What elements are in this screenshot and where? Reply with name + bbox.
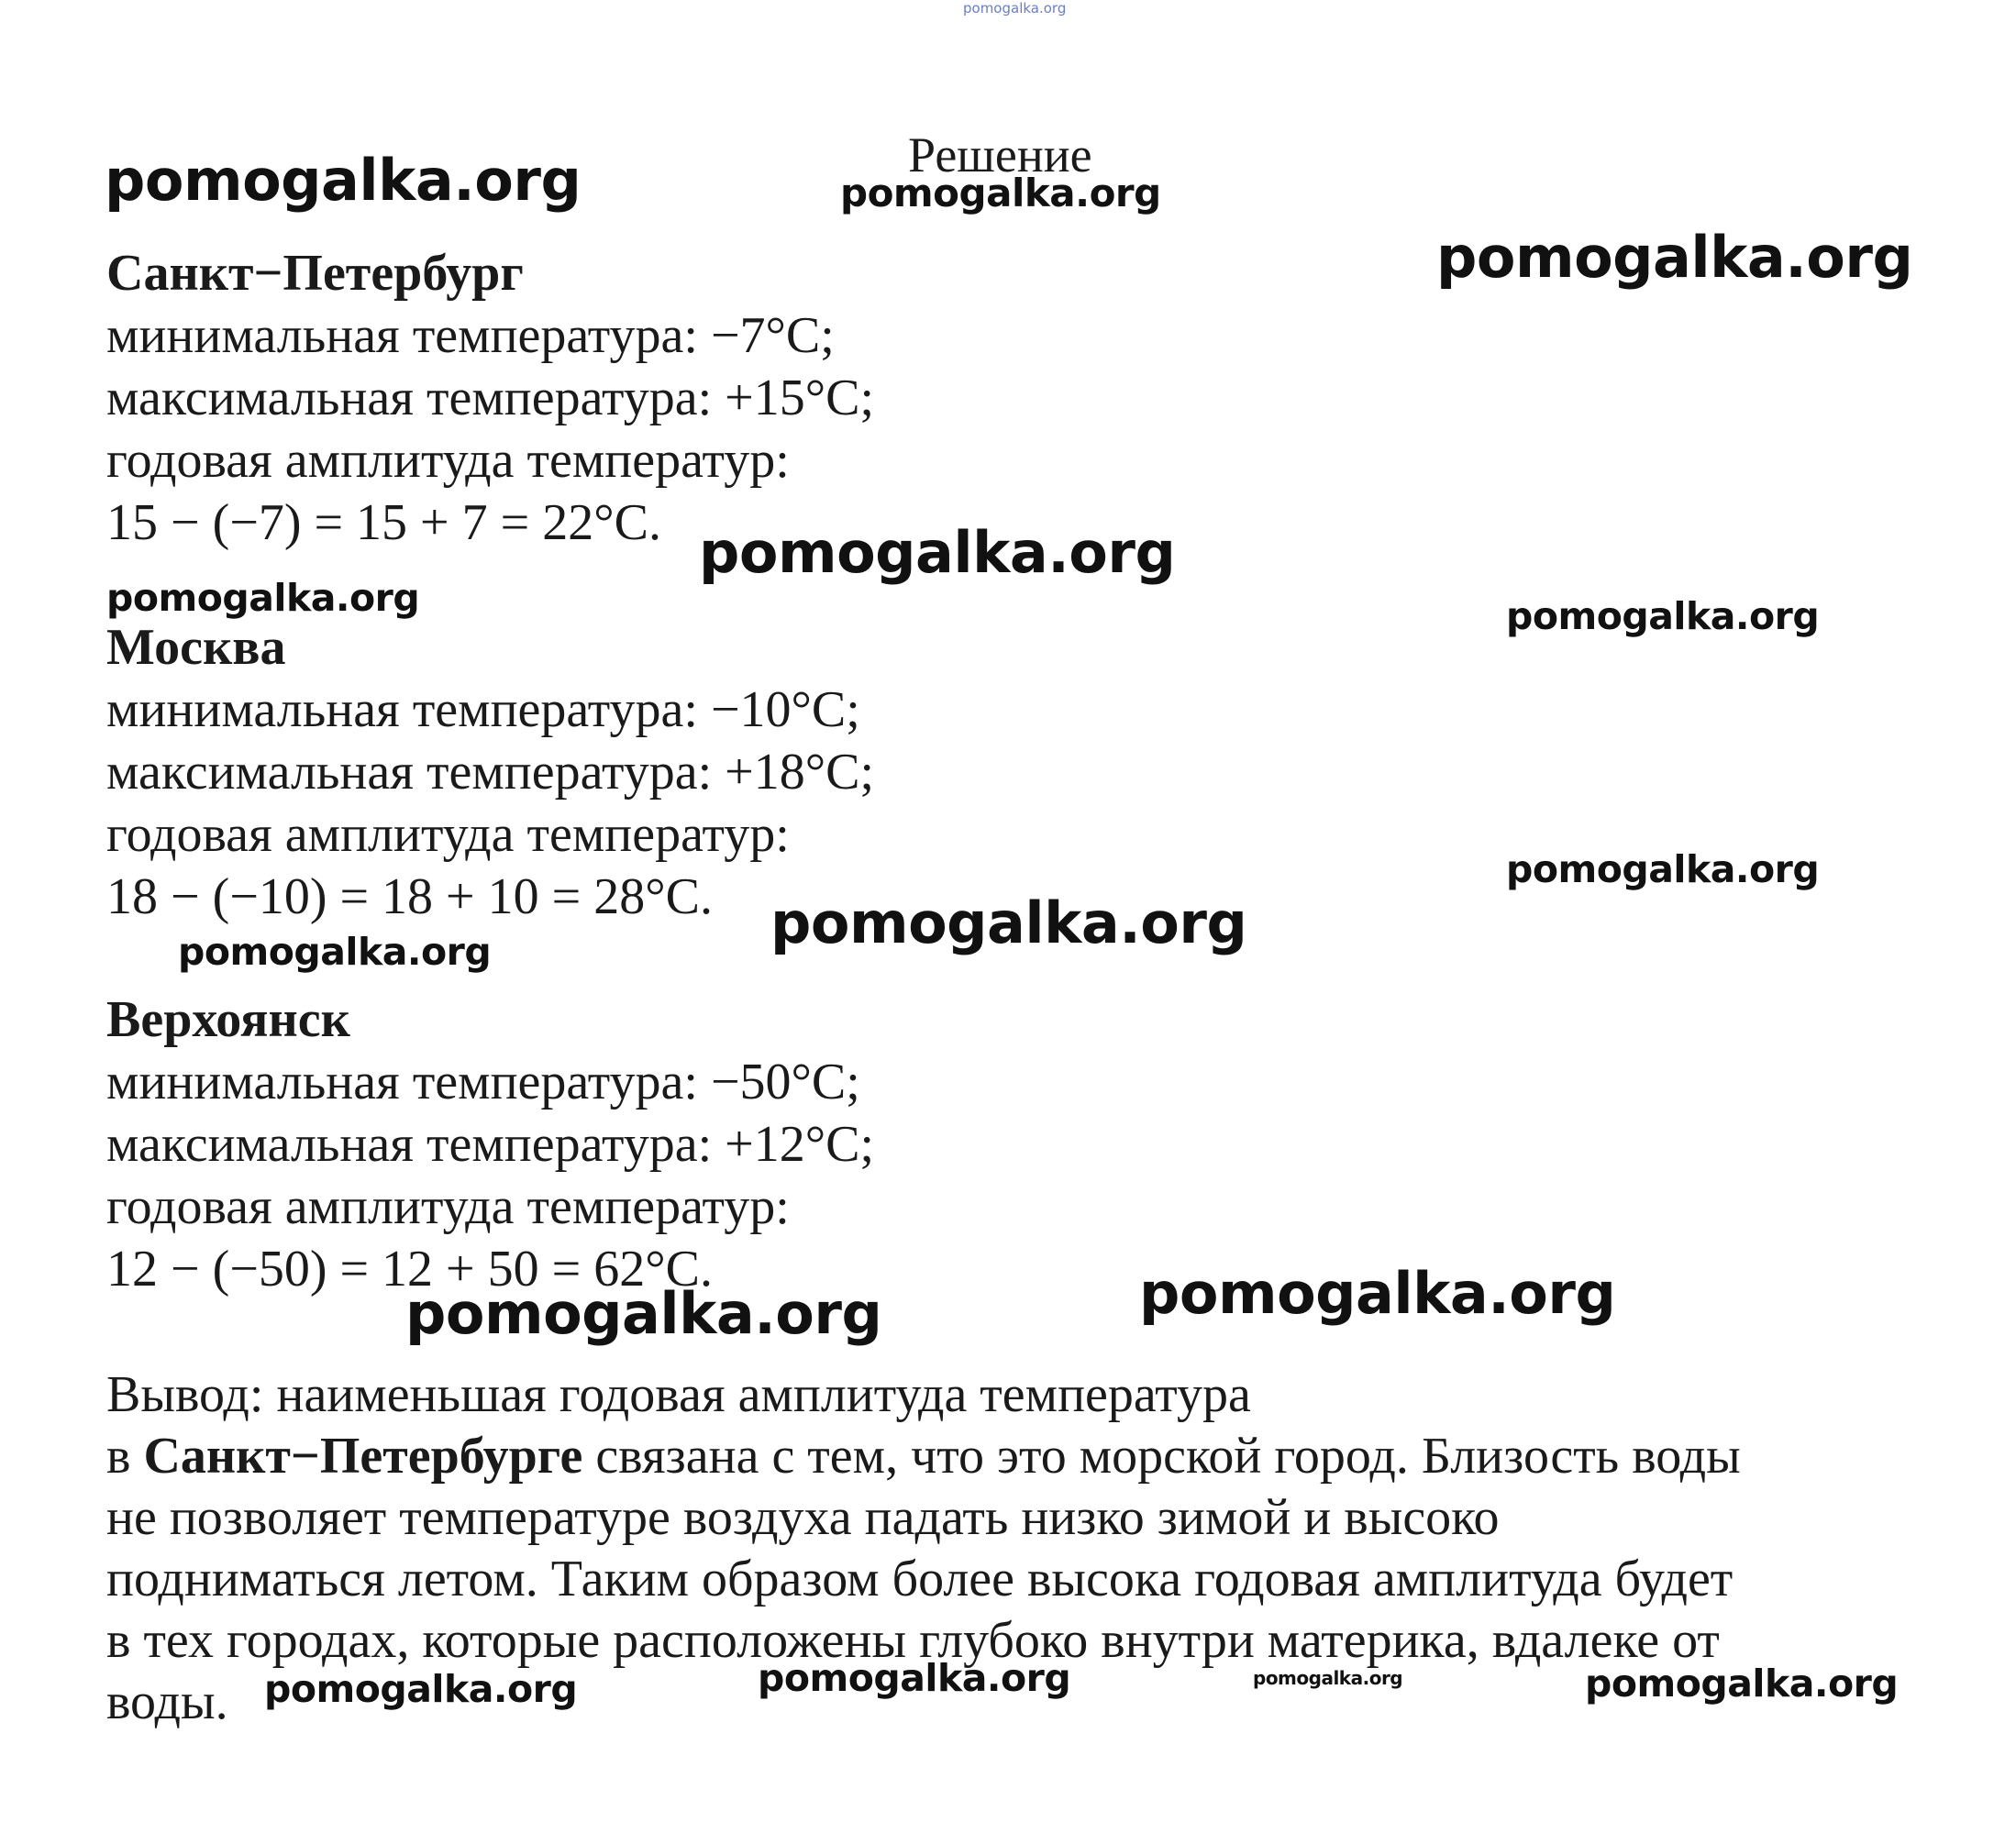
section-1-max: максимальная температура: +15°С;	[106, 370, 875, 426]
watermark: pomogalka.org	[758, 1656, 1071, 1700]
section-2-calc: 18 − (−10) = 18 + 10 = 28°С.	[106, 868, 713, 925]
section-1-calc: 15 − (−7) = 15 + 7 = 22°С.	[106, 494, 661, 551]
page-title: Решение	[908, 127, 1092, 182]
section-2-max: максимальная температура: +18°С;	[106, 744, 875, 801]
section-1-city: Санкт−Петербург	[106, 245, 524, 302]
watermark: pomogalka.org	[178, 930, 492, 974]
section-3-city: Верхоянск	[106, 991, 350, 1048]
watermark: pomogalka.org	[1436, 224, 1913, 291]
section-2-city: Москва	[106, 619, 286, 676]
watermark: pomogalka.org	[840, 171, 1161, 215]
watermark: pomogalka.org	[699, 519, 1176, 586]
section-3-max: максимальная температура: +12°С;	[106, 1116, 875, 1173]
conclusion-line-6: воды.	[106, 1673, 228, 1730]
watermark: pomogalka.org	[1585, 1662, 1899, 1706]
conclusion-line-1: Вывод: наименьшая годовая амплитуда температура	[106, 1366, 1251, 1423]
section-1-min: минимальная температура: −7°С;	[106, 307, 835, 364]
section-3-calc: 12 − (−50) = 12 + 50 = 62°С.	[106, 1241, 713, 1297]
watermark: pomogalka.org	[105, 147, 582, 214]
section-3-amp-label: годовая амплитуда температур:	[106, 1178, 790, 1235]
conclusion-line-2	[106, 1426, 1904, 1487]
watermark: pomogalka.org	[1506, 847, 1820, 891]
watermark: pomogalka.org	[1139, 1260, 1616, 1327]
conclusion-line-5: в тех городах, которые расположены глубоко внутри материка, вдалеке от	[106, 1612, 1720, 1669]
section-1-amp-label: годовая амплитуда температур:	[106, 432, 790, 489]
watermark: pomogalka.org	[1253, 1667, 1403, 1689]
conclusion-line-4: подниматься летом. Таким образом более высока годовая амплитуда будет	[106, 1551, 1734, 1607]
watermark: pomogalka.org	[1506, 594, 1820, 638]
conclusion-city-bold: Санкт−Петербурге	[143, 1428, 583, 1485]
conclusion-line-2-rest: связана с тем, что это морской город. Близость воды	[582, 1428, 1741, 1485]
section-2-amp-label: годовая амплитуда температур:	[106, 806, 790, 863]
conclusion-line-3: не позволяет температуре воздуха падать низко зимой и высоко	[106, 1489, 1500, 1546]
conclusion-prefix: в	[106, 1428, 144, 1485]
section-2-min: минимальная температура: −10°С;	[106, 681, 860, 738]
watermark: pomogalka.org	[106, 576, 420, 620]
watermark: pomogalka.org	[405, 1280, 882, 1347]
watermark: pomogalka.org	[264, 1667, 578, 1711]
section-3-min: минимальная температура: −50°С;	[106, 1054, 860, 1110]
watermark-top: pomogalka.org	[963, 0, 1067, 17]
watermark: pomogalka.org	[770, 889, 1247, 956]
